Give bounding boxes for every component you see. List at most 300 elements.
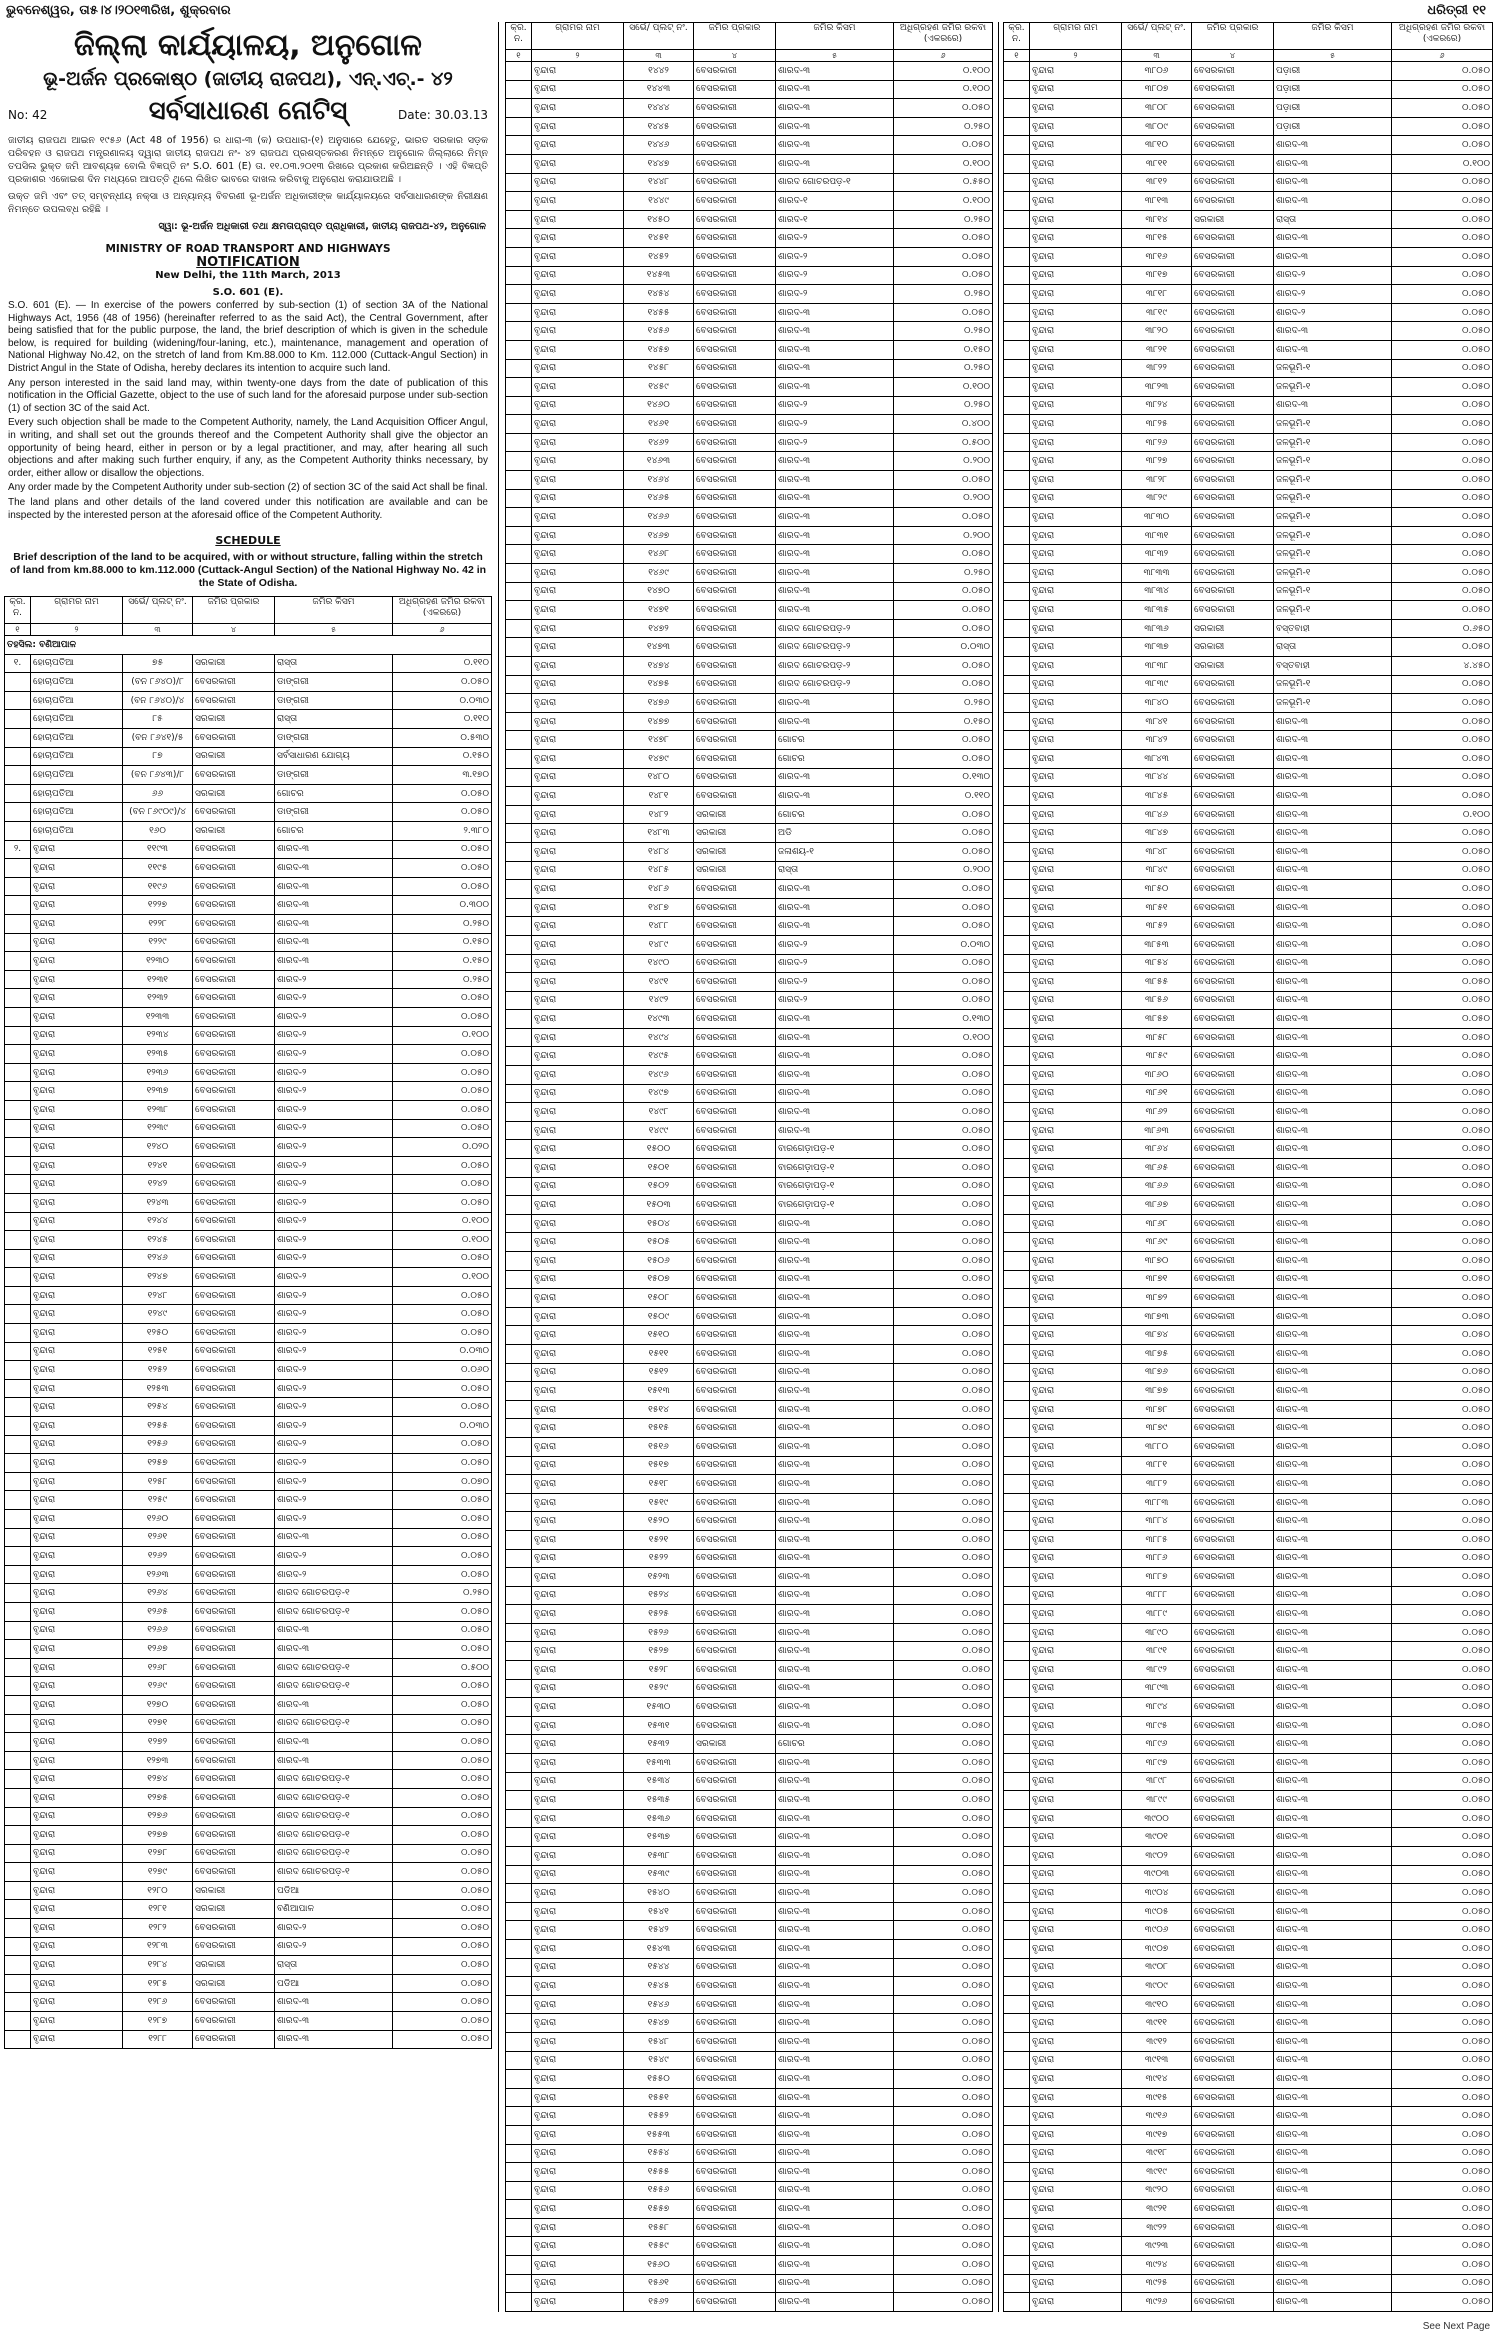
land-type-cell: ବେସରକାରୀ [694, 359, 776, 378]
table-row [1004, 1363, 1493, 1382]
serial-cell [5, 784, 31, 803]
land-class-cell: ଶାରଦ-୩ [1274, 1010, 1392, 1029]
area-cell: ୦.୦୫୦ [894, 1456, 993, 1475]
plot-number-cell: ୩୯୦୭ [1122, 1939, 1192, 1958]
land-class-cell: ଶାରଦ-୩ [1274, 1865, 1392, 1884]
plot-number-cell: ୩୮୫୩ [1122, 935, 1192, 954]
table-row [506, 1233, 993, 1252]
area-cell: ୦.୦୫୦ [1392, 1716, 1493, 1735]
land-class-cell: ବାରଗେଡ଼ାପଡ଼-୧ [776, 1140, 894, 1159]
village-cell: ହୋଚାପତିଆ [31, 822, 123, 841]
land-class-cell: ଶାରଦ-୩ [1274, 749, 1392, 768]
notice-title: ସର୍ବସାଧାରଣ ନୋଟିସ୍ [148, 96, 348, 126]
table-row [506, 136, 993, 155]
village-cell: ବୃନ୍ଦାରା [1030, 489, 1122, 508]
village-cell: ବୃନ୍ଦାରା [1030, 2088, 1122, 2107]
village-cell: ବୃନ୍ଦାରା [31, 1026, 123, 1045]
area-cell: ୦.୦୫୦ [894, 2125, 993, 2144]
area-cell: ୦.୦୫୦ [894, 1363, 993, 1382]
village-cell: ବୃନ୍ଦାରା [532, 247, 624, 266]
table-row [1004, 247, 1493, 266]
serial-cell [506, 266, 532, 285]
land-class-cell: ଶାରଦ-୩ [275, 1993, 393, 2012]
area-cell: ୦.୦୫୦ [1392, 1995, 1493, 2014]
area-cell: ୦.୦୫୦ [1392, 861, 1493, 880]
table-row [1004, 1270, 1493, 1289]
area-cell: ୦.୪୦୦ [894, 415, 993, 434]
land-type-cell: ବେସରକାରୀ [694, 1233, 776, 1252]
area-cell: ୦.୦୫୦ [1392, 1809, 1493, 1828]
serial-cell [1004, 2070, 1030, 2089]
column-table-2 [505, 22, 993, 2312]
land-class-cell: ଶାରଦ-୩ [1274, 2181, 1392, 2200]
serial-cell [506, 1977, 532, 1996]
area-cell: ୦.୦୫୦ [1392, 1047, 1493, 1066]
land-type-cell: ବେସରକାରୀ [193, 896, 275, 915]
land-class-cell: ଶାରଦ-୩ [275, 877, 393, 896]
land-class-cell: ଶାରଦ-୩ [1274, 917, 1392, 936]
plot-number-cell: ୧୨୮୩ [123, 1937, 193, 1956]
village-cell: ବୃନ୍ଦାରା [1030, 247, 1122, 266]
land-type-cell: ବେସରକାରୀ [694, 991, 776, 1010]
land-class-cell: ଗୋଚର [776, 1735, 894, 1754]
land-class-cell: ଶାରଦ-୩ [776, 880, 894, 899]
plot-number-cell: ୩୯୦୩ [1122, 1865, 1192, 1884]
plot-number-cell: ୩୮୫୨ [1122, 917, 1192, 936]
land-type-cell: ବେସରକାରୀ [1192, 1865, 1274, 1884]
area-cell: ୦.୦୫୦ [894, 749, 993, 768]
area-cell: ୦.୦୫୦ [1392, 452, 1493, 471]
land-type-cell: ବେସରକାରୀ [193, 1417, 275, 1436]
plot-number-cell: ୩୮୩୧ [1122, 526, 1192, 545]
land-class-cell: ଶାରଦ-୩ [1274, 973, 1392, 992]
table-row [506, 192, 993, 211]
column-header: ସର୍ଭେ/ ପ୍ଲଟ୍ ନଂ. [1122, 23, 1192, 50]
land-class-cell: ଶାରଦ-୩ [776, 2032, 894, 2051]
serial-cell [5, 1417, 31, 1436]
land-type-cell: ସରକାରୀ [193, 1881, 275, 1900]
village-cell: ବୃନ୍ଦାରା [532, 1140, 624, 1159]
village-cell: ବୃନ୍ଦାରା [1030, 1772, 1122, 1791]
land-class-cell: ଶାରଦ-୩ [776, 62, 894, 81]
table-row [1004, 1568, 1493, 1587]
area-cell: ୦.୦୫୦ [1392, 2144, 1493, 2163]
table-row [1004, 1958, 1493, 1977]
area-cell: ୦.୧୦୦ [393, 1231, 492, 1250]
area-cell: ୦.୧୦୦ [894, 154, 993, 173]
schedule-description: Brief description of the land to be acquired, with or without structure, falling within the stretch of land from km.88.000 to km.112.000 (Cuttack-Angul Section) of the National Highway No. 42 in the State of Odisha. [9, 551, 487, 590]
plot-number-cell: ୧୫୩୪ [624, 1772, 694, 1791]
table-row [1004, 712, 1493, 731]
land-type-cell: ବେସରକାରୀ [694, 117, 776, 136]
plot-number-cell: ୩୮୨୨ [1122, 359, 1192, 378]
land-class-cell: ଶାରଦ-୩ [1274, 1307, 1392, 1326]
table-row [5, 1398, 492, 1417]
village-cell: ବୃନ୍ଦାରା [1030, 898, 1122, 917]
area-cell: ୦.୦୫୦ [1392, 582, 1493, 601]
land-type-cell: ବେସରକାରୀ [1192, 1939, 1274, 1958]
serial-cell [1004, 2274, 1030, 2293]
area-cell: ୦.୦୫୦ [894, 1791, 993, 1810]
header-row [506, 23, 993, 50]
table-row [1004, 99, 1493, 118]
land-type-cell: ବେସରକାରୀ [193, 970, 275, 989]
land-class-cell: ଶାରଦ-୩ [1274, 1661, 1392, 1680]
village-cell: ବୃନ୍ଦାରା [532, 1177, 624, 1196]
plot-number-cell: ୩୯୨୨ [1122, 2218, 1192, 2237]
village-cell: ବୃନ୍ଦାରା [1030, 210, 1122, 229]
area-cell: ୦.୦୫୦ [894, 266, 993, 285]
serial-cell [1004, 210, 1030, 229]
village-cell: ହୋଚାପତିଆ [31, 747, 123, 766]
land-type-cell: ବେସରକାରୀ [694, 954, 776, 973]
serial-cell [506, 80, 532, 99]
area-cell: ୦.୦୫୦ [894, 1679, 993, 1698]
land-class-cell: ଶାରଦ ଗୋଚରପଡ଼-୧ [776, 173, 894, 192]
village-cell: ବୃନ୍ଦାରା [532, 1475, 624, 1494]
table-row [1004, 1437, 1493, 1456]
plot-number-cell: ୩୮୦୭ [1122, 80, 1192, 99]
land-type-cell: ବେସରକାରୀ [1192, 1809, 1274, 1828]
table-row [1004, 1865, 1493, 1884]
table-row [1004, 2014, 1493, 2033]
table-row [506, 935, 993, 954]
land-type-cell: ବେସରକାରୀ [1192, 154, 1274, 173]
village-cell: ବୃନ୍ଦାରା [1030, 2032, 1122, 2051]
land-type-cell [1192, 2311, 1274, 2312]
plot-number-cell: ୧୪୯୧ [624, 973, 694, 992]
serial-cell [5, 729, 31, 748]
land-type-cell: ବେସରକାରୀ [193, 691, 275, 710]
table-row [1004, 1252, 1493, 1271]
area-cell: ୦.୦୫୦ [1392, 1140, 1493, 1159]
table-row [506, 1214, 993, 1233]
table-body [1004, 62, 1493, 2313]
plot-number-cell: ୧୪୯୩ [624, 1010, 694, 1029]
plot-number-cell: ୧୪୫୭ [624, 340, 694, 359]
land-class-cell: ଶାରଦ-୩ [1274, 935, 1392, 954]
land-type-cell: ବେସରକାରୀ [694, 396, 776, 415]
serial-cell [506, 1809, 532, 1828]
area-cell: ୦.୦୫୦ [1392, 1363, 1493, 1382]
land-class-cell: ଶାରଦ-୩ [1274, 1233, 1392, 1252]
table-row [1004, 2144, 1493, 2163]
plot-number-cell: ୩୯୨୦ [1122, 2181, 1192, 2200]
land-type-cell: ବେସରକାରୀ [694, 1437, 776, 1456]
land-type-cell: ସରକାରୀ [193, 1900, 275, 1919]
plot-number-cell: ୧୪୮୮ [624, 917, 694, 936]
village-cell: ବୃନ୍ଦାରା [31, 1100, 123, 1119]
plot-number-cell: ୩୯୦୫ [1122, 1902, 1192, 1921]
area-cell: ୦.୦୫୦ [1392, 1437, 1493, 1456]
plot-number-cell: ୧୪୬୯ [624, 564, 694, 583]
village-cell: ବୃନ୍ଦାରା [1030, 1809, 1122, 1828]
land-class-cell: ଶାରଦ-୨ [275, 1026, 393, 1045]
land-class-cell: ଶାରଦ-୩ [1274, 1437, 1392, 1456]
plot-number-cell: ୩୮୯୨ [1122, 1661, 1192, 1680]
serial-cell [506, 880, 532, 899]
plot-number-cell: ୩୮୭୯ [1122, 1419, 1192, 1438]
land-type-cell: ବେସରକାରୀ [1192, 1382, 1274, 1401]
land-type-cell: ବେସରକାରୀ [1192, 1568, 1274, 1587]
serial-cell [5, 1435, 31, 1454]
serial-cell [5, 1974, 31, 1993]
table-row [1004, 880, 1493, 899]
village-cell: ବୃନ୍ଦାରା [31, 1695, 123, 1714]
plot-number-cell: ୬୬ [123, 784, 193, 803]
table-row [5, 1324, 492, 1343]
column-header: ସର୍ଭେ/ ପ୍ଲଟ୍ ନଂ. [624, 23, 694, 50]
area-cell: ୦.୦୫୦ [1392, 1698, 1493, 1717]
village-cell: ବୃନ୍ଦାରା [31, 1900, 123, 1919]
land-class-cell: ଶାରଦ-୩ [1274, 1289, 1392, 1308]
plot-number-cell: ୧୨୭୭ [123, 1826, 193, 1845]
table-row [506, 452, 993, 471]
land-class-cell: ଶାରଦ-୩ [1274, 1344, 1392, 1363]
area-cell: ୦.୦୫୦ [393, 1045, 492, 1064]
land-type-cell: ବେସରକାରୀ [694, 657, 776, 676]
table-row [506, 1679, 993, 1698]
table-row [5, 747, 492, 766]
land-class-cell: ରାସ୍ତା [776, 861, 894, 880]
table-row [1004, 1028, 1493, 1047]
table-row [1004, 973, 1493, 992]
table-row [506, 266, 993, 285]
plot-number-cell: ୩୯୦୦ [1122, 1809, 1192, 1828]
land-class-cell: ଶାରଦ-୨ [776, 954, 894, 973]
village-cell: ବୃନ୍ଦାରା [1030, 787, 1122, 806]
area-cell: ୦.୦୫୦ [894, 1586, 993, 1605]
serial-cell [506, 1530, 532, 1549]
notice-number: No: 42 [8, 108, 48, 122]
plot-number-cell: ୧୫୪୦ [624, 1884, 694, 1903]
area-cell: ୦.୦୫୦ [894, 1289, 993, 1308]
land-class-cell: ଶାରଦ-୩ [776, 80, 894, 99]
area-cell: ୦.୦୫୦ [894, 1884, 993, 1903]
village-cell: ବୃନ୍ଦାରା [1030, 824, 1122, 843]
table-header [1004, 23, 1493, 62]
land-type-cell: ବେସରକାରୀ [694, 508, 776, 527]
table-row [1004, 433, 1493, 452]
table-row [506, 1066, 993, 1085]
land-class-cell: ଶାରଦ-୩ [1274, 1530, 1392, 1549]
serial-cell [506, 1586, 532, 1605]
area-cell: ୦.୦୫୦ [393, 1733, 492, 1752]
plot-number-cell: ୩୮୯୩ [1122, 1679, 1192, 1698]
plot-number-cell: ୩୮୪୬ [1122, 805, 1192, 824]
area-cell: ୦.୦୫୦ [1392, 1512, 1493, 1531]
area-cell: ୦.୦୫୦ [1392, 266, 1493, 285]
land-class-cell: ବସ୍ତବାହୀ [1274, 657, 1392, 676]
land-type-cell: ବେସରକାରୀ [1192, 1698, 1274, 1717]
plot-number-cell: ୧୫୨୦ [624, 1512, 694, 1531]
land-type-cell: ବେସରକାରୀ [1192, 1475, 1274, 1494]
column-header: କ୍ର. ନ. [5, 597, 31, 624]
plot-number-cell: ୧୨୩୧ [123, 970, 193, 989]
serial-cell [506, 2256, 532, 2275]
area-cell: ୦.୨୫୦ [393, 1584, 492, 1603]
land-class-cell: ଶାରଦ-୩ [776, 1493, 894, 1512]
plot-number-cell: ୩୮୫୦ [1122, 880, 1192, 899]
village-cell: ବୃନ୍ଦାରା [532, 805, 624, 824]
plot-number-cell: ୧୪୪୮ [624, 173, 694, 192]
land-class-cell: ବାରଗେଡ଼ାପଡ଼-୧ [776, 1177, 894, 1196]
table-row [5, 877, 492, 896]
area-cell: ୦.୦୫୦ [1392, 285, 1493, 304]
plot-number-cell: ୧୪୯୮ [624, 1103, 694, 1122]
table-row [5, 654, 492, 673]
plot-number-cell: ୧୨୭୫ [123, 1788, 193, 1807]
table-row [5, 1510, 492, 1529]
land-class-cell: ଶାରଦ ଗୋଚରପଡ଼-୧ [275, 1807, 393, 1826]
area-cell: ୦.୦୫୦ [894, 2051, 993, 2070]
serial-cell [506, 1772, 532, 1791]
village-cell: ବୃନ୍ଦାରା [1030, 2200, 1122, 2219]
serial-cell [5, 1138, 31, 1157]
village-cell: ବୃନ୍ଦାରା [1030, 1847, 1122, 1866]
serial-cell [1004, 842, 1030, 861]
column-header: ଅଧିଗ୍ରହଣ ଜମିର ରକବା (ଏକରରେ) [1392, 23, 1493, 50]
village-cell: ବୃନ୍ଦାରା [1030, 917, 1122, 936]
village-cell: ବୃନ୍ଦାରା [1030, 1047, 1122, 1066]
village-cell: ବୃନ୍ଦାରା [1030, 1642, 1122, 1661]
plot-number-cell: ୧୧୯୩ [123, 840, 193, 859]
land-class-cell: ଶାରଦ-୩ [776, 136, 894, 155]
table-row [1004, 824, 1493, 843]
area-cell: ୦.୦୫୦ [1392, 2274, 1493, 2293]
land-class-cell: ଶାରଦ-୩ [1274, 1252, 1392, 1271]
plot-number-cell: ୧୫୫୯ [624, 2237, 694, 2256]
area-cell: ୦.୦୫୦ [1392, 787, 1493, 806]
plot-number-cell: ୩୮୬୮ [1122, 1214, 1192, 1233]
area-cell: ୦.୦୫୦ [894, 954, 993, 973]
table-row [5, 970, 492, 989]
serial-cell [1004, 1084, 1030, 1103]
serial-cell [1004, 1475, 1030, 1494]
notification-date: New Delhi, the 11th March, 2013 [155, 270, 341, 281]
land-type-cell: ବେସରକାରୀ [1192, 935, 1274, 954]
serial-cell [506, 675, 532, 694]
serial-cell [506, 396, 532, 415]
column-header: ଜମିର କିସମ [776, 23, 894, 50]
area-cell: ୦.୦୫୦ [894, 917, 993, 936]
area-cell: ୦.୦୫୦ [894, 1958, 993, 1977]
table-row [5, 1231, 492, 1250]
land-type-cell: ବେସରକାରୀ [694, 880, 776, 899]
serial-cell [1004, 991, 1030, 1010]
land-class-cell: ଶାରଦ-୩ [776, 2163, 894, 2182]
land-type-cell: ବେସରକାରୀ [193, 1547, 275, 1566]
land-class-cell: ଶାରଦ-୩ [776, 1214, 894, 1233]
land-type-cell: ବେସରକାରୀ [1192, 1437, 1274, 1456]
land-type-cell: ବେସରକାରୀ [193, 1528, 275, 1547]
land-type-cell: ବେସରକାରୀ [193, 840, 275, 859]
land-class-cell: ଶାରଦ-୩ [275, 859, 393, 878]
land-type-cell: ବେସରକାରୀ [1192, 973, 1274, 992]
land-class-cell [1274, 2311, 1392, 2312]
land-type-cell: ବେସରକାରୀ [1192, 1326, 1274, 1345]
land-type-cell: ସରକାରୀ [1192, 619, 1274, 638]
table-row [506, 1865, 993, 1884]
area-cell: ୦.୦୫୦ [1392, 1326, 1493, 1345]
table-row [1004, 1586, 1493, 1605]
area-cell: ୦.୧୫୦ [393, 952, 492, 971]
plot-number-cell: ୧୨୬୧ [123, 1528, 193, 1547]
area-cell: ୦.୦୫୦ [894, 1419, 993, 1438]
land-class-cell: ଶାରଦ-୩ [1274, 154, 1392, 173]
area-cell: ୦.୦୫୦ [894, 657, 993, 676]
plot-number-cell: ୩୮୩୦ [1122, 508, 1192, 527]
plot-number-cell: ୧୫୧୭ [624, 1456, 694, 1475]
plot-number-cell: ୩୮୩୭ [1122, 638, 1192, 657]
table-row [5, 1807, 492, 1826]
land-type-cell: ସରକାରୀ [1192, 657, 1274, 676]
land-type-cell: ବେସରକାରୀ [694, 712, 776, 731]
area-cell: ୦.୦୫୦ [1392, 1121, 1493, 1140]
area-cell: ୦.୦୫୦ [894, 2088, 993, 2107]
serial-cell [1004, 2256, 1030, 2275]
land-class-cell: ଶାରଦ-୩ [776, 787, 894, 806]
serial-cell [5, 1100, 31, 1119]
village-cell: ବୃନ୍ଦାରା [1030, 2237, 1122, 2256]
plot-number-cell: ୧୪୯୪ [624, 1028, 694, 1047]
serial-cell [5, 1156, 31, 1175]
table-row [506, 1400, 993, 1419]
land-class-cell: ଶାରଦ-୩ [776, 1828, 894, 1847]
area-cell: ୦.୦୫୦ [894, 1326, 993, 1345]
notice-title-bar [4, 96, 492, 130]
table-row [1004, 415, 1493, 434]
land-type-cell: ବେସରକାରୀ [1192, 1456, 1274, 1475]
serial-cell [506, 898, 532, 917]
land-class-cell: ଶାରଦ-୩ [776, 1252, 894, 1271]
village-cell: ବୃନ୍ଦାରା [1030, 564, 1122, 583]
village-cell: ବୃନ୍ଦାରା [31, 952, 123, 971]
land-type-cell: ବେସରକାରୀ [193, 1045, 275, 1064]
land-type-cell: ବେସରକାରୀ [694, 2237, 776, 2256]
land-class-cell: ରାସ୍ତା [275, 710, 393, 729]
area-cell: ୦.୦୫୦ [894, 1549, 993, 1568]
land-class-cell: ଶାରଦ-୩ [776, 917, 894, 936]
serial-cell [1004, 1530, 1030, 1549]
table-row [1004, 582, 1493, 601]
village-cell: ବୃନ୍ଦାରା [31, 1714, 123, 1733]
land-class-cell: ଶାରଦ-୩ [776, 322, 894, 341]
area-cell: ୦.୦୫୦ [393, 784, 492, 803]
village-cell: ବୃନ୍ଦାରା [1030, 1214, 1122, 1233]
plot-number-cell: ୩୯୦୨ [1122, 1847, 1192, 1866]
table-row [506, 1586, 993, 1605]
village-cell: ବୃନ୍ଦାରା [1030, 731, 1122, 750]
land-type-cell: ବେସରକାରୀ [193, 952, 275, 971]
village-cell: ବୃନ୍ଦାରା [532, 1066, 624, 1085]
village-cell: ବୃନ୍ଦାରା [31, 1082, 123, 1101]
village-cell: ବୃନ୍ଦାରା [1030, 1252, 1122, 1271]
table-row [506, 2088, 993, 2107]
area-cell: ୦.୦୫୦ [1392, 1642, 1493, 1661]
area-cell: ୦.୦୫୦ [393, 1826, 492, 1845]
area-cell: ୦.୨୫୦ [894, 285, 993, 304]
land-type-cell: ବେସରକାରୀ [1192, 2181, 1274, 2200]
plot-number-cell: ୧୫୫୧ [624, 2088, 694, 2107]
table-row [1004, 303, 1493, 322]
serial-cell [1004, 2014, 1030, 2033]
plot-number-cell: ୧୪୬୬ [624, 508, 694, 527]
land-class-cell: ଶାରଦ-୩ [1274, 1159, 1392, 1178]
village-cell: ବୃନ୍ଦାରା [1030, 1884, 1122, 1903]
land-class-cell: ପଡ଼ାରୀ [1274, 99, 1392, 118]
area-cell: ୦.୦୫୦ [393, 1714, 492, 1733]
